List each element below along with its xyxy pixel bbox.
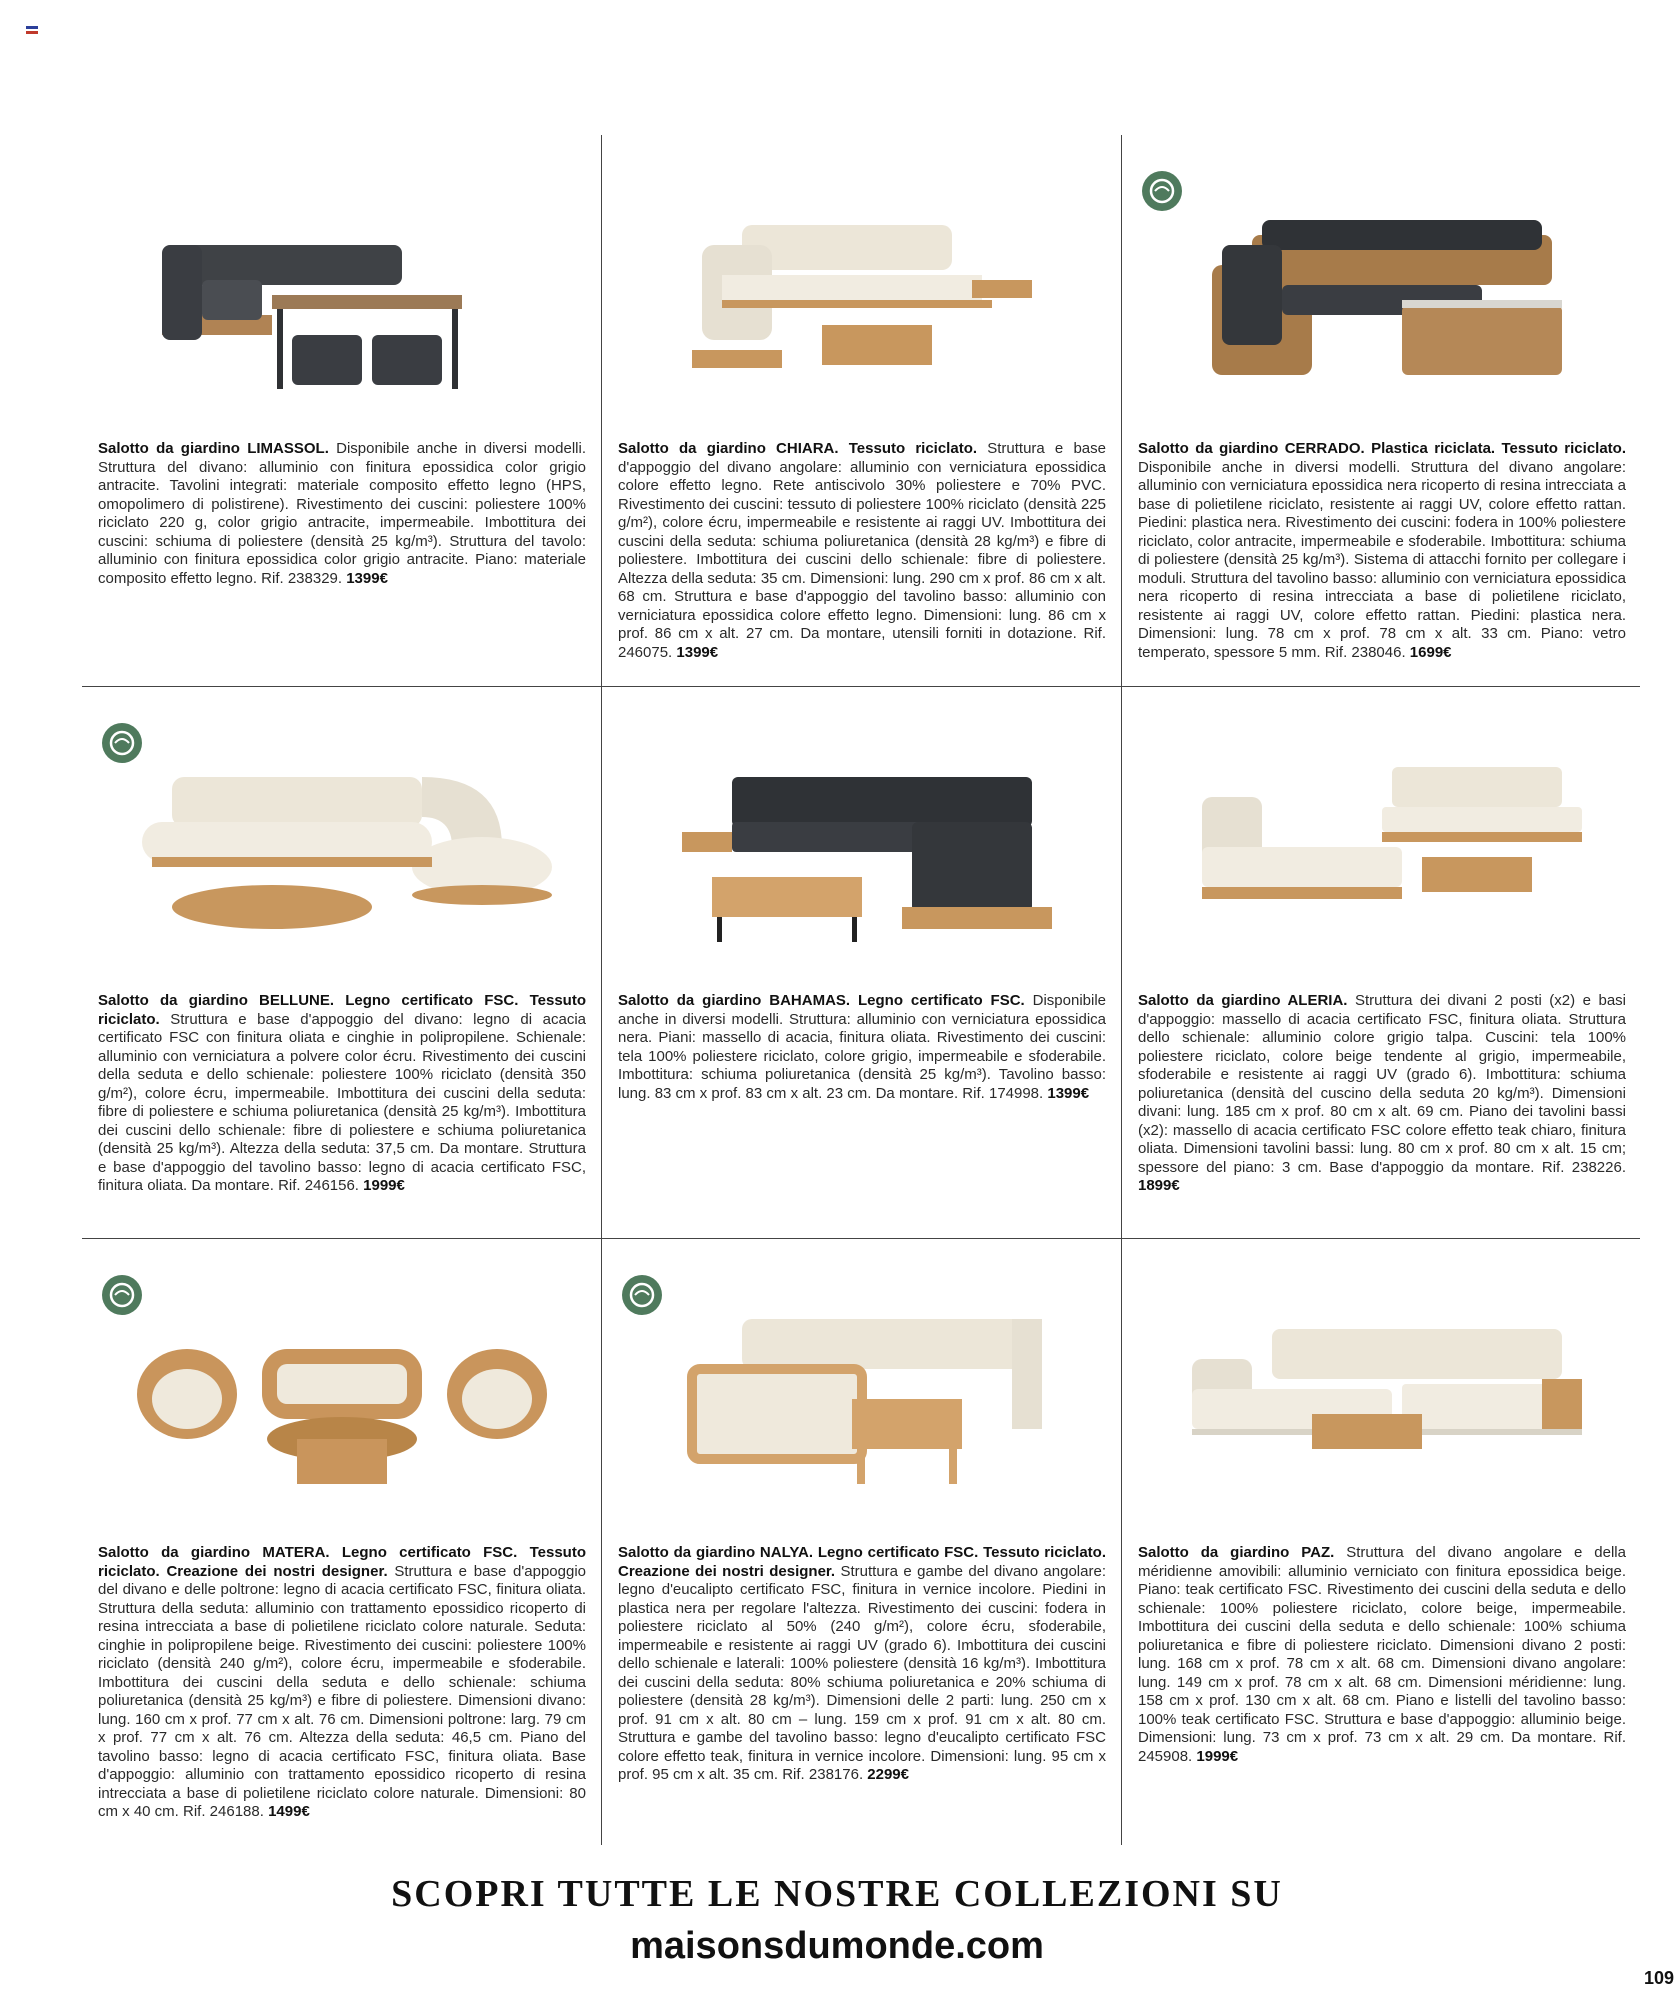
- product-card-matera: [82, 1239, 602, 1845]
- product-image-cerrado: [1162, 185, 1602, 405]
- product-image-limassol: [122, 185, 562, 405]
- product-card-cerrado: [1122, 135, 1640, 687]
- footer-url-link[interactable]: maisonsdumonde.com: [630, 1925, 1044, 1967]
- product-image-bahamas: [642, 737, 1082, 957]
- product-description: Salotto da giardino PAZ. Struttura del divano angolare e della méridienne amovibili: alluminio verniciato con finitura epossidica beige. Piano: teak certificato FSC. Rivestimento dei cuscini della seduta e dello schienale: 100% poliestere riciclato, colore beige, impermeabile. Imbottitura dei cuscini della seduta e dello schienale: 100% schiuma poliuretanica e fibre di poliestere riciclato. Dimensioni divano 2 posti: lung. 168 cm x prof. 78 cm x alt. 68 cm. Dimensioni divano angolare: lung. 149 cm x prof. 78 cm x alt. 68 cm. Dimensioni méridienne: lung. 158 cm x prof. 130 cm x alt. 68 cm. Piano e listelli del tavolino basso: 100% teak certificato FSC. Struttura e base d'appoggio: alluminio beige. Dimensioni: lung. 73 cm x prof. 73 cm x alt. 29 cm. Da montare. Rif. 245908. 1999€: [1138, 1544, 1626, 1765]
- product-card-nalya: [602, 1239, 1122, 1845]
- product-description: Salotto da giardino BAHAMAS. Legno certificato FSC. Disponibile anche in diversi modelli. Struttura: alluminio con verniciatura epossidica nera. Piani: massello di acacia, finitura oliata. Rivestimento dei cuscini: tela 100% poliestere riciclato, colore grigio, impermeabile e sfoderabile. Imbottitura: schiuma poliuretanica (densità 25 kg/m³). Tavolino basso: lung. 83 cm x prof. 83 cm x alt. 23 cm. Da montare. Rif. 174998. 1399€: [618, 992, 1106, 1102]
- product-image-aleria: [1162, 737, 1602, 957]
- product-image-bellune: [122, 737, 562, 957]
- product-grid: [82, 135, 1640, 1845]
- product-description: Salotto da giardino LIMASSOL. Disponibile anche in diversi modelli. Struttura del divano: alluminio con finitura epossidica color grigio antracite. Tavolini integrati: materiale composito effetto legno (HPS, omopolimero di polistirene). Rivestimento dei cuscini: poliestere 100% riciclato 220 g, color grigio antracite, impermeabile. Imbottitura dei cuscini: schiuma di poliestere (densità 25 kg/m³). Struttura del tavolo: alluminio con finitura epossidica color grigio antracite. Piano: materiale composito effetto legno. Rif. 238329. 1399€: [98, 440, 586, 587]
- product-card-aleria: [1122, 687, 1640, 1239]
- product-description: Salotto da giardino CERRADO. Plastica riciclata. Tessuto riciclato. Disponibile anche in diversi modelli. Struttura del divano angolare: alluminio con verniciatura epossidica nera ricoperto di resina intrecciata a base di polietilene riciclato, resistente ai raggi UV, colore effetto rattan. Piedini: plastica nera. Rivestimento dei cuscini: fodera in 100% poliestere riciclato, color antracite, impermeabile e sfoderabile. Imbottitura: schiuma di poliestere (densità 25 kg/m³). Sistema di attacchi fornito per collegare i moduli. Struttura del tavolino basso: alluminio con verniciatura epossidica nera ricoperto di resina intrecciata a base di polietilene riciclato, resistente ai raggi UV, colore effetto rattan. Piedini: plastica nera. Dimensioni: lung. 78 cm x prof. 78 cm x alt. 33 cm. Piano: vetro temperato, spessore 5 mm. Rif. 238046. 1699€: [1138, 440, 1626, 661]
- product-card-paz: [1122, 1239, 1640, 1845]
- product-card-bellune: [82, 687, 602, 1239]
- footer-title: SCOPRI TUTTE LE NOSTRE COLLEZIONI SU: [391, 1873, 1283, 1915]
- product-image-chiara: [642, 185, 1082, 405]
- product-description: Salotto da giardino ALERIA. Struttura dei divani 2 posti (x2) e basi d'appoggio: massello di acacia certificato FSC, finitura oliata. Struttura dello schienale: alluminio colore grigio talpa. Cuscini: tela 100% poliestere riciclato, colore beige tendente al grigio, impermeabile, sfoderabile e resistente ai raggi UV (grado 6). Imbottitura: schiuma poliuretanica (densità del cuscino della seduta 20 kg/m³). Dimensioni divani: lung. 185 cm x prof. 80 cm x alt. 69 cm. Piano dei tavolini bassi (x2): massello di acacia certificato FSC colore effetto teak chiaro, finitura oliata. Dimensioni tavolini bassi: lung. 80 cm x prof. 80 cm x alt. 15 cm; spessore del piano: 3 cm. Base d'appoggio da montare. Rif. 238226. 1899€: [1138, 992, 1626, 1194]
- page-number: 109: [1643, 1968, 1674, 1988]
- product-card-chiara: [602, 135, 1122, 687]
- flag-icon: [26, 26, 38, 34]
- product-image-paz: [1162, 1289, 1602, 1509]
- product-card-limassol: [82, 135, 602, 687]
- product-card-bahamas: [602, 687, 1122, 1239]
- product-image-matera: [122, 1289, 562, 1509]
- product-image-nalya: [642, 1289, 1082, 1509]
- product-description: Salotto da giardino NALYA. Legno certificato FSC. Tessuto riciclato. Creazione dei nostri designer. Struttura e gambe del divano angolare: legno d'eucalipto certificato FSC, finitura in vernice incolore. Piedini in plastica nera per regolare l'altezza. Rivestimento dei cuscini: fodera in poliestere riciclato al 50% (240 g/m²), colore écru, sfoderabile, impermeabile e resistente ai raggi UV (grado 6). Imbottitura dei cuscini dello schienale e laterali: 100% poliestere (densità 16 kg/m³). Imbottitura dei cuscini della seduta: 80% schiuma poliuretanica e 20% schiuma di poliestere (densità 28 kg/m³). Dimensioni delle 2 parti: lung. 250 cm x prof. 91 cm x alt. 80 cm – lung. 159 cm x prof. 91 cm x alt. 80 cm. Struttura e gambe del tavolino basso: legno d'eucalipto certificato FSC colore effetto teak, finitura in vernice incolore. Dimensioni: lung. 95 cm x prof. 95 cm x alt. 35 cm. Rif. 238176. 2299€: [618, 1544, 1106, 1783]
- product-description: Salotto da giardino MATERA. Legno certificato FSC. Tessuto riciclato. Creazione dei nostri designer. Struttura e base d'appoggio del divano e delle poltrone: legno di acacia certificato FSC, finitura oliata. Struttura della seduta: alluminio con trattamento epossidico ricoperto di resina intrecciata a base di polietilene riciclato colore naturale. Seduta: cinghie in polipropilene beige. Rivestimento dei cuscini: poliestere 100% riciclato (densità 240 g/m²), colore écru, impermeabile e sfoderabile. Imbottitura dei cuscini della seduta e dello schienale: schiuma poliuretanica (densità 25 kg/m³) e fibre di poliestere. Dimensioni divano: lung. 160 cm x prof. 77 cm x alt. 76 cm. Dimensioni poltrone: larg. 79 cm x prof. 77 cm x alt. 76 cm. Altezza della seduta: 46,5 cm. Piano del tavolino basso: legno di acacia certificato FSC, finitura oliata. Base d'appoggio: alluminio con trattamento epossidico ricoperto di resina intrecciata a base di polietilene riciclato colore naturale. Dimensioni: 80 cm x 40 cm. Rif. 246188. 1499€: [98, 1544, 586, 1820]
- product-description: Salotto da giardino BELLUNE. Legno certificato FSC. Tessuto riciclato. Struttura e base d'appoggio del divano: legno di acacia certificato FSC con finitura oliata e cinghie in polipropilene. Schienale: alluminio con verniciatura a polvere color écru. Rivestimento dei cuscini della seduta e dello schienale: poliestere 100% riciclato (densità 350 g/m²), colore écru, impermeabile. Imbottitura dei cuscini della seduta: fibre di poliestere e schiuma poliuretanica (densità 25 kg/m³). Imbottitura dei cuscini dello schienale: fibre di poliestere e schiuma poliuretanica (densità 25 kg/m³). Altezza della seduta: 37,5 cm. Da montare. Struttura e base d'appoggio del tavolino basso: legno di acacia certificato FSC, finitura oliata. Da montare. Rif. 246156. 1999€: [98, 992, 586, 1194]
- product-description: Salotto da giardino CHIARA. Tessuto riciclato. Struttura e base d'appoggio del divano angolare: alluminio con verniciatura epossidica colore effetto legno. Rete antiscivolo 30% poliestere e 70% PVC. Rivestimento dei cuscini: tessuto di poliestere 100% riciclato (densità 225 g/m²), colore écru, impermeabile e resistente ai raggi UV. Imbottitura dei cuscini della seduta: schiuma poliuretanica (densità 28 kg/m³) e fibre di poliestere. Imbottitura dei cuscini dello schienale: fibre di poliestere. Altezza della seduta: 35 cm. Dimensioni: lung. 290 cm x prof. 86 cm x alt. 68 cm. Struttura e base d'appoggio del tavolino basso: alluminio con verniciatura epossidica colore effetto legno. Dimensioni: lung. 86 cm x prof. 86 cm x alt. 27 cm. Da montare, utensili forniti in dotazione. Rif. 246075. 1399€: [618, 440, 1106, 661]
